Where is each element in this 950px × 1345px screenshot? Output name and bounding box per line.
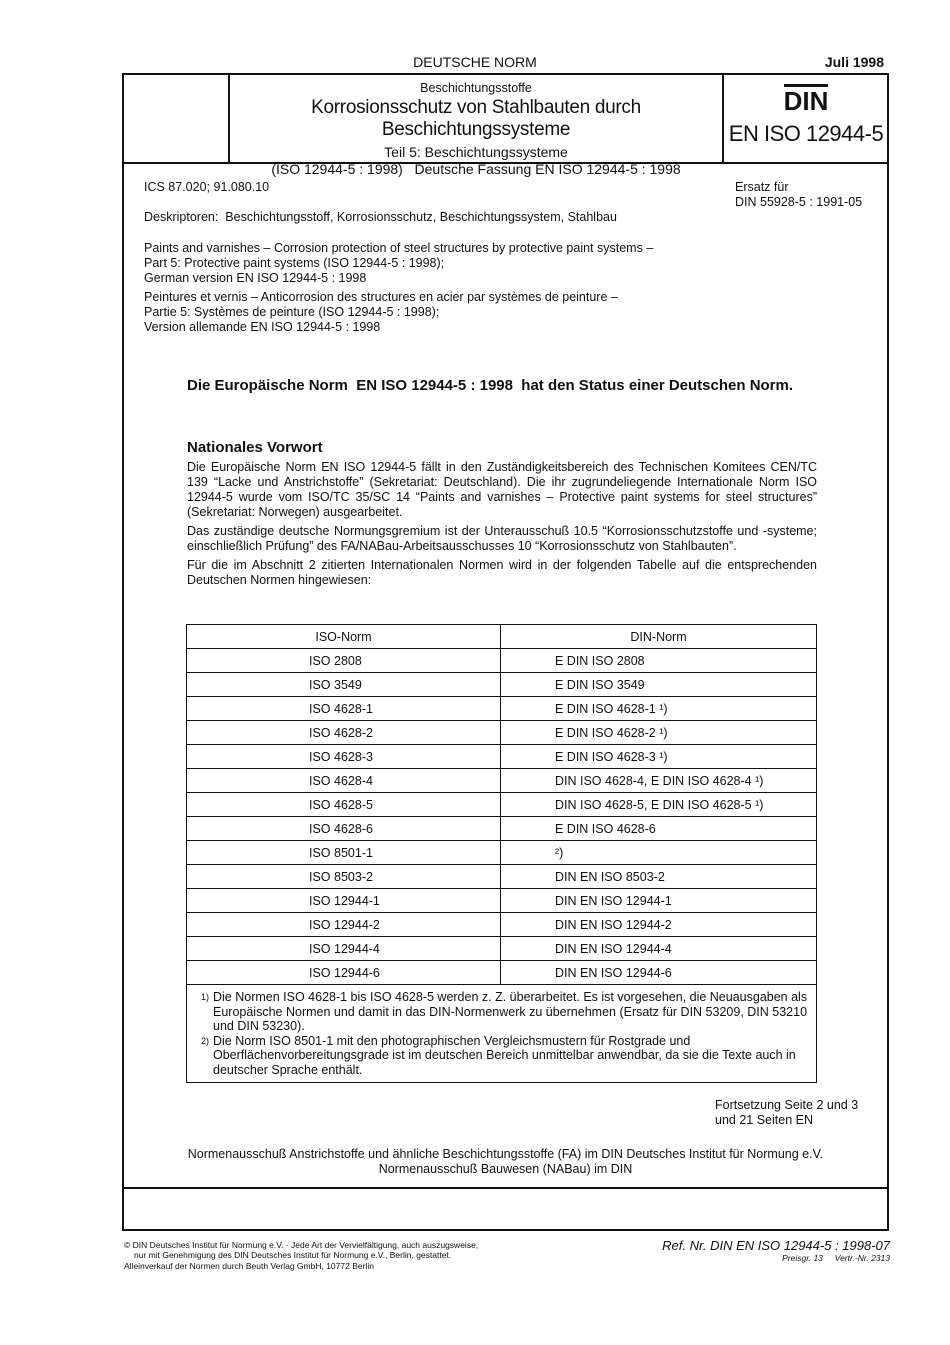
din-norm-cell: DIN EN ISO 12944-1 bbox=[501, 889, 817, 913]
table-row bbox=[187, 697, 817, 721]
document-kind: DEUTSCHE NORM bbox=[413, 54, 537, 70]
standard-number: EN ISO 12944-5 bbox=[728, 121, 884, 146]
din-norm-cell: DIN EN ISO 12944-6 bbox=[501, 961, 817, 985]
descriptors: Deskriptoren: Beschichtungsstoff, Korrosionsschutz, Beschichtungssystem, Stahlbau bbox=[144, 210, 617, 224]
table-row bbox=[187, 937, 817, 961]
ics-code: ICS 87.020; 91.080.10 bbox=[144, 180, 270, 194]
table-row bbox=[187, 769, 817, 793]
iso-norm-cell: ISO 12944-2 bbox=[187, 913, 501, 937]
price-info: Preisgr. 13 Vertr.-Nr. 2313 bbox=[782, 1253, 890, 1263]
din-norm-cell: E DIN ISO 2808 bbox=[501, 649, 817, 673]
replaces-label: Ersatz für bbox=[735, 180, 789, 194]
iso-norm-cell: ISO 4628-1 bbox=[187, 697, 501, 721]
iso-norm-cell: ISO 8503-2 bbox=[187, 865, 501, 889]
iso-norm-cell: ISO 2808 bbox=[187, 649, 501, 673]
table-row bbox=[187, 793, 817, 817]
iso-norm-cell: ISO 4628-2 bbox=[187, 721, 501, 745]
iso-norm-cell: ISO 8501-1 bbox=[187, 841, 501, 865]
foreword-body: Die Europäische Norm EN ISO 12944-5 fällt in den Zuständigkeitsbereich des Technischen Komitees CEN/TC 139 “Lacke und Anstrichstoffe” (Sekretariat: Deutschland). Die ihr zugrundeliegende Internationale Norm ISO 12944-5 wurde vom ISO/TC 35/SC 14 “Paints and varnishes – Protective paint systems for steel structures” (Sekretariat: Norwegen) ausgearbeitet. Das zuständige deutsche Normungsgremium ist der Unterausschuß 10.5 “Korrosionsschutzstoffe und -systeme; einschließlich Prüfung” des FA/NABau-Arbeitsausschusses 10 “Korrosionsschutz von Stahlbauten”. Für die im Abschnitt 2 zitierten Internationalen Normen wird in der folgenden Tabelle auf die entsprechenden Deutschen Normen hingewiesen: bbox=[187, 460, 817, 587]
foreword-heading: Nationales Vorwort bbox=[187, 439, 323, 456]
din-norm-cell: E DIN ISO 4628-2 ¹) bbox=[501, 721, 817, 745]
din-norm-cell: E DIN ISO 4628-6 bbox=[501, 817, 817, 841]
table-header-row: ISO-Norm DIN-Norm bbox=[187, 625, 817, 649]
header-title-block bbox=[230, 81, 722, 177]
table-row bbox=[187, 961, 817, 985]
din-norm-cell: DIN ISO 4628-4, E DIN ISO 4628-4 ¹) bbox=[501, 769, 817, 793]
iso-norm-cell: ISO 4628-5 bbox=[187, 793, 501, 817]
din-norm-cell: DIN EN ISO 12944-2 bbox=[501, 913, 817, 937]
french-title: Peintures et vernis – Anticorrosion des structures en acier par systèmes de peinture – Partie 5: Systèmes de peinture (ISO 12944-5 : 1998); Version allemande EN ISO 12944-5 : 1998 bbox=[144, 290, 618, 334]
table-row bbox=[187, 673, 817, 697]
iso-norm-cell: ISO 3549 bbox=[187, 673, 501, 697]
english-title: Paints and varnishes – Corrosion protection of steel structures by protective paint systems – Part 5: Protective paint systems (ISO 12944-5 : 1998); German version EN ISO 12944-5 : 1998 bbox=[144, 241, 654, 285]
iso-norm-cell: ISO 12944-1 bbox=[187, 889, 501, 913]
norm-table bbox=[186, 624, 817, 1083]
header-subtitle: Beschichtungsstoffe bbox=[420, 81, 532, 95]
table-row bbox=[187, 745, 817, 769]
din-logo-block bbox=[724, 84, 888, 147]
table-row bbox=[187, 841, 817, 865]
header-version: (ISO 12944-5 : 1998) Deutsche Fassung EN ISO 12944-5 : 1998 bbox=[271, 161, 681, 177]
din-norm-cell: E DIN ISO 3549 bbox=[501, 673, 817, 697]
din-logo: DIN bbox=[783, 86, 829, 116]
iso-norm-cell: ISO 4628-3 bbox=[187, 745, 501, 769]
replaces-standard: DIN 55928-5 : 1991-05 bbox=[735, 195, 863, 209]
din-norm-cell: E DIN ISO 4628-1 ¹) bbox=[501, 697, 817, 721]
header-part: Teil 5: Beschichtungssysteme bbox=[384, 144, 568, 160]
table-row bbox=[187, 913, 817, 937]
table-row bbox=[187, 721, 817, 745]
din-norm-cell: DIN ISO 4628-5, E DIN ISO 4628-5 ¹) bbox=[501, 793, 817, 817]
din-norm-cell: DIN EN ISO 8503-2 bbox=[501, 865, 817, 889]
reference-number: Ref. Nr. DIN EN ISO 12944-5 : 1998-07 bbox=[662, 1238, 890, 1253]
table-row bbox=[187, 865, 817, 889]
din-norm-cell: ²) bbox=[501, 841, 817, 865]
committee: Normenausschuß Anstrichstoffe und ähnliche Beschichtungsstoffe (FA) im DIN Deutsches Institut für Normung e.V. Normenausschuß Bauwesen (NABau) im DIN bbox=[187, 1147, 824, 1176]
table-footnotes: 1) Die Normen ISO 4628-1 bis ISO 4628-5 werden z. Z. überarbeitet. Es ist vorgesehen, die Neuausgaben als Europäische Normen und damit in das DIN-Normenwerk zu übernehmen (Ersatz für DIN 53209, DIN 53210 und DIN 53230). 2) Die Norm ISO 8501-1 mit den photographischen Vergleichsmustern für Rostgrade und Oberflächenvorbereitungsgrade ist im deutschen Bereich unmittelbar anwendbar, da sie die Texte auch in deutscher Sprache enthält. bbox=[186, 985, 817, 1083]
continuation-note: Fortsetzung Seite 2 und 3 und 21 Seiten EN bbox=[715, 1098, 859, 1127]
din-norm-cell: DIN EN ISO 12944-4 bbox=[501, 937, 817, 961]
iso-norm-cell: ISO 4628-4 bbox=[187, 769, 501, 793]
status-statement: Die Europäische Norm EN ISO 12944-5 : 1998 hat den Status einer Deutschen Norm. bbox=[187, 377, 794, 394]
copyright-note: © DIN Deutsches Institut für Normung e.V. · Jede Art der Vervielfältigung, auch auszugsweise, nur mit Genehmigung des DIN Deutsches Institut für Normung e.V., Berlin, gestattet. Alleinverkauf der Normen durch Beuth Verlag GmbH, 10772 Berlin bbox=[124, 1240, 479, 1271]
table-row bbox=[187, 649, 817, 673]
table-row bbox=[187, 817, 817, 841]
iso-norm-cell: ISO 4628-6 bbox=[187, 817, 501, 841]
iso-norm-cell: ISO 12944-6 bbox=[187, 961, 501, 985]
table-row bbox=[187, 889, 817, 913]
header-title: Korrosionsschutz von Stahlbauten durch Beschichtungssysteme bbox=[311, 97, 641, 140]
iso-norm-cell: ISO 12944-4 bbox=[187, 937, 501, 961]
din-norm-cell: E DIN ISO 4628-3 ¹) bbox=[501, 745, 817, 769]
issue-date: Juli 1998 bbox=[824, 54, 884, 70]
